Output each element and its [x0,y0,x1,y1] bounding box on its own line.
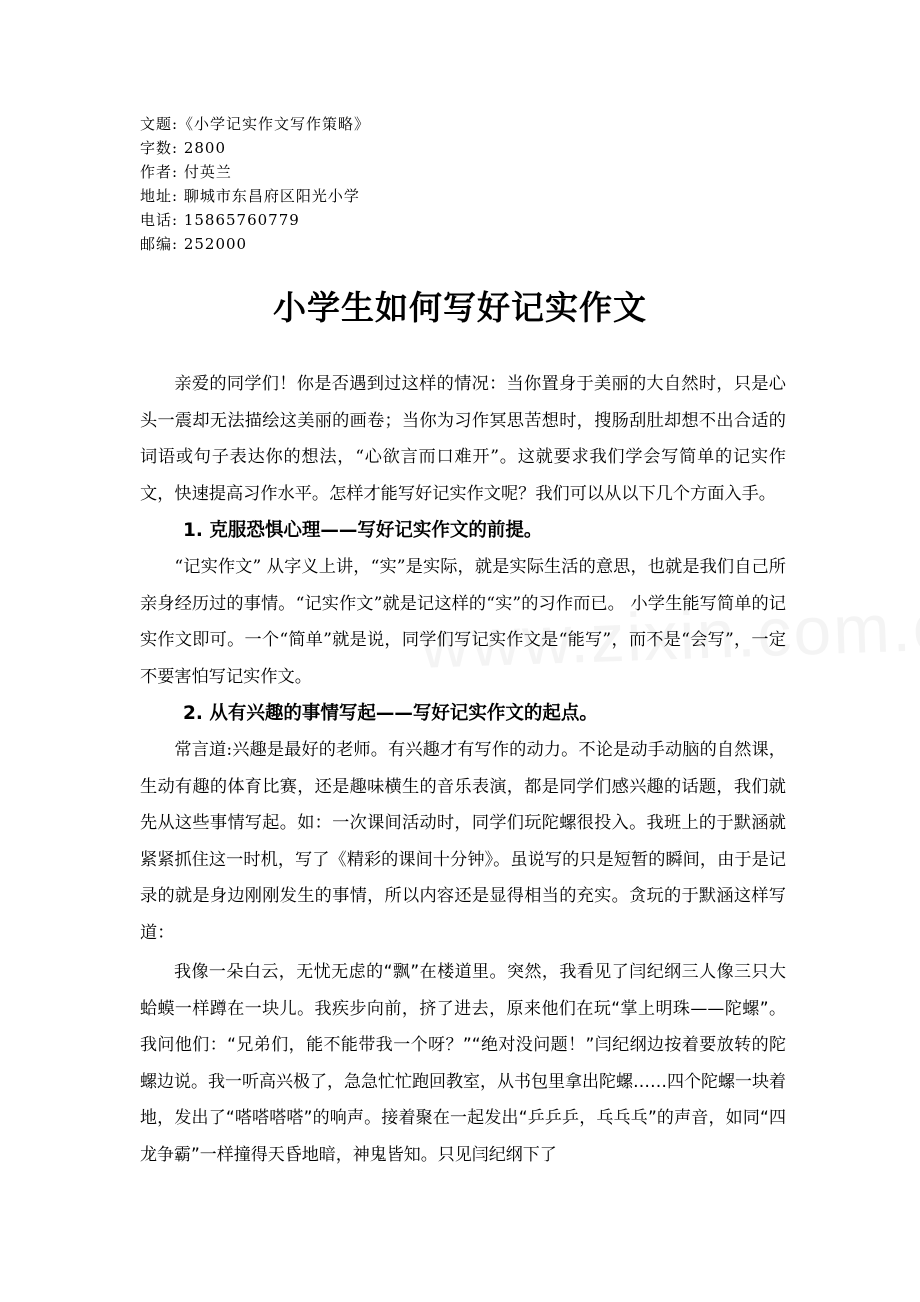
section-heading-1: 1. 克服恐惧心理——写好记实作文的前提。 [183,520,543,541]
document-body [140,366,786,1173]
section-2-paragraph: 常言道:兴趣是最好的老师。有兴趣才有写作的动力。不论是动手动脑的自然课，生动有趣的体育比赛，还是趣味横生的音乐表演，都是同学们感兴趣的话题，我们就先从这些事情写起。如：一次课间活动时，同学们玩陀螺很投入。我班上的于默涵就紧紧抓住这一时机，写了《精彩的课间十分钟》。虽说写的只是短暂的瞬间，由于是记录的就是身边刚刚发生的事情，所以内容还是显得相当的充实。贪玩的于默涵这样写道： [140,740,786,943]
meta-author-line: 作者: 付英兰 [140,163,232,181]
document-meta [140,112,370,256]
section-heading-2: 2. 从有兴趣的事情写起——写好记实作文的起点。 [183,703,598,724]
meta-postcode-line: 邮编: 252000 [140,235,248,253]
meta-address-line: 地址: 聊城市东昌府区阳光小学 [140,187,360,205]
document-title: 小学生如何写好记实作文 [273,288,647,327]
intro-paragraph: 亲爱的同学们！你是否遇到过这样的情况：当你置身于美丽的大自然时，只是心头一震却无法描绘这美丽的画卷；当你为习作冥思苦想时，搜肠刮肚却想不出合适的词语或句子表达你的想法，“心欲言而口难开”。这就要求我们学会写简单的记实作文，快速提高习作水平。怎样才能写好记实作文呢？我们可以从以下几个方面入手。 [140,374,786,504]
section-1-paragraph: “记实作文” 从字义上讲，“实”是实际，就是实际生活的意思，也就是我们自己所亲身经历过的事情。“记实作文”就是记这样的“实”的习作而已。 小学生能写简单的记实作文即可。一个“简单”就是说，同学们写记实作文是“能写”，而不是“会写”，一定不要害怕写记实作文。 [140,557,786,687]
meta-phone-line: 电话: 15865760779 [140,211,300,229]
meta-wordcount-line: 字数: 2800 [140,139,226,157]
student-excerpt-paragraph: 我像一朵白云，无忧无虑的“飘”在楼道里。突然，我看见了闫纪纲三人像三只大蛤蟆一样蹲在一块儿。我疾步向前，挤了进去，原来他们在玩“掌上明珠——陀螺”。我问他们：“兄弟们，能不能带我一个呀？”“绝对没问题！”闫纪纲边按着要放转的陀螺边说。我一听高兴极了，急急忙忙跑回教室，从书包里拿出陀螺……四个陀螺一块着地，发出了“嗒嗒嗒嗒”的响声。接着聚在一起发出“乒乒乒，乓乓乓”的声音，如同“四龙争霸”一样撞得天昏地暗，神鬼皆知。只见闫纪纲下了 [140,962,786,1165]
meta-title-line: 文题:《小学记实作文写作策略》 [140,115,371,133]
